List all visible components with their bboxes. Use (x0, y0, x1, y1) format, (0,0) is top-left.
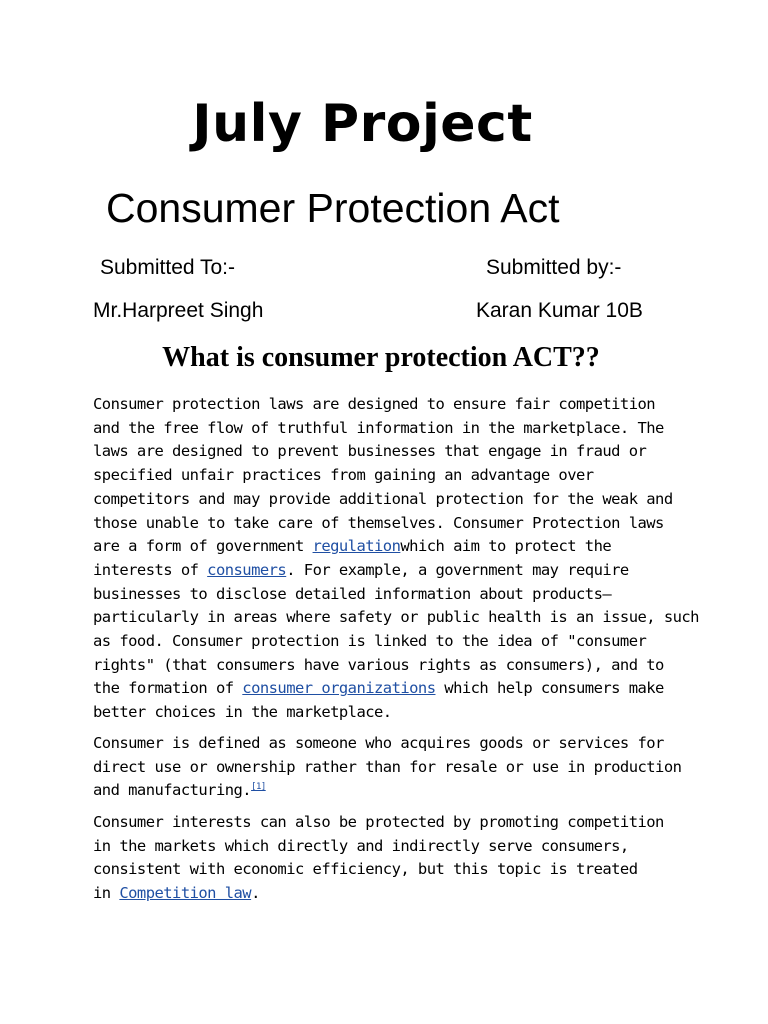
text-line (93, 882, 693, 906)
submitted-to-label: Submitted To:- (100, 256, 236, 279)
text-line: in the markets which directly and indirectly serve consumers, (93, 836, 629, 855)
text-line: and the free flow of truthful information in the marketplace. The (93, 418, 664, 437)
submitted-by-name: Karan Kumar 10B (476, 299, 643, 322)
consumers-link[interactable]: consumers (207, 560, 287, 579)
regulation-link[interactable]: regulation (312, 537, 401, 556)
competition-law-link[interactable]: Competition law (119, 884, 252, 903)
submitted-to-name: Mr.Harpreet Singh (93, 299, 264, 322)
consumer-organizations-link[interactable]: consumer organizations (242, 679, 436, 698)
text-segment: . (251, 884, 260, 903)
text-line: rights" (that consumers have various rights as consumers), and to (93, 655, 664, 674)
text-line: competitors and may provide additional protection for the weak and (93, 489, 673, 508)
text-segment: which help consumers make (435, 679, 664, 698)
text-segment: in (93, 884, 120, 903)
text-line: laws are designed to prevent businesses that engage in fraud or (93, 442, 647, 461)
text-segment: and manufacturing. (93, 781, 252, 800)
text-line (93, 677, 693, 701)
text-line (93, 779, 693, 803)
page-title: July Project (192, 94, 533, 154)
text-line: Consumer is defined as someone who acquires goods or services for (93, 734, 664, 752)
text-line (93, 535, 693, 559)
paragraph-consumer-interests (93, 811, 693, 906)
text-line: particularly in areas where safety or public health is an issue, such (93, 608, 699, 627)
text-line: Consumer protection laws are designed to ensure fair competition (93, 395, 656, 413)
text-line: those unable to take care of themselves. Consumer Protection laws (93, 513, 664, 532)
paragraph-consumer-definition (93, 732, 693, 803)
text-line (93, 559, 693, 583)
text-line: better choices in the marketplace. (93, 703, 392, 722)
paragraph-consumer-protection-laws (93, 393, 699, 725)
page-subtitle: Consumer Protection Act (106, 185, 560, 231)
text-segment: are a form of government (93, 537, 313, 556)
text-line: consistent with economic efficiency, but this topic is treated (93, 860, 638, 879)
text-segment: which aim to protect the (400, 537, 612, 556)
text-segment: the formation of (93, 679, 243, 698)
text-line: Consumer interests can also be protected by promoting competition (93, 813, 664, 831)
text-segment: . For example, a government may require (286, 560, 629, 579)
text-line: businesses to disclose detailed information about products— (93, 584, 612, 603)
submitted-by-label: Submitted by:- (486, 256, 622, 279)
text-line: as food. Consumer protection is linked to the idea of "consumer (93, 632, 647, 651)
text-segment: interests of (93, 560, 208, 579)
text-line: specified unfair practices from gaining an advantage over (93, 466, 594, 485)
footnote-reference-link[interactable]: [1] (251, 782, 266, 793)
section-heading: What is consumer protection ACT?? (162, 342, 600, 373)
text-line: direct use or ownership rather than for resale or use in production (93, 757, 682, 776)
